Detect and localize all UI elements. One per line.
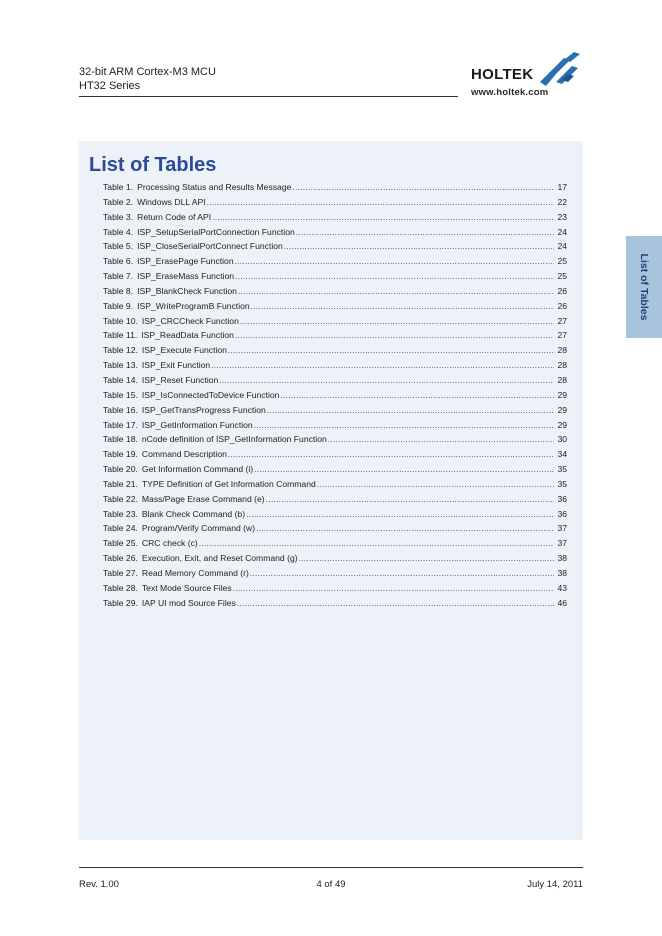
toc-entry[interactable] (103, 271, 567, 286)
toc-leader-dots (237, 598, 554, 608)
toc-leader-dots (235, 256, 554, 266)
toc-leader-dots (317, 479, 554, 489)
toc-entry-page: 27 (557, 315, 567, 326)
toc-entry-page: 43 (557, 582, 567, 593)
toc-entry-page: 27 (557, 330, 567, 341)
toc-entry-page: 35 (557, 464, 567, 475)
toc-entry-page: 24 (557, 241, 567, 252)
toc-leader-dots (296, 227, 554, 237)
side-tab-label: List of Tables (638, 253, 650, 321)
toc-entry-page: 36 (557, 508, 567, 519)
toc-leader-dots (251, 301, 554, 311)
toc-leader-dots (254, 420, 554, 430)
toc-leader-dots (299, 553, 554, 563)
toc-entry-number: Table 27. (103, 567, 138, 578)
toc-entry[interactable] (103, 449, 567, 464)
section-side-tab[interactable] (626, 236, 662, 338)
toc-entry-number: Table 17. (103, 419, 138, 430)
holtek-logo (468, 52, 583, 100)
toc-entry-number: Table 19. (103, 449, 138, 460)
toc-entry-number: Table 1. (103, 182, 134, 192)
toc-entry-title: Execution, Exit, and Reset Command (g) (141, 553, 298, 564)
toc-leader-dots (328, 434, 554, 444)
toc-entry[interactable] (103, 553, 567, 568)
toc-entry-number: Table 4. (103, 226, 134, 237)
toc-leader-dots (266, 494, 554, 504)
toc-entry-title: ISP_CRCCheck Function (141, 315, 239, 326)
logo-wordmark: HOLTEK (471, 66, 534, 83)
toc-entry[interactable] (103, 405, 567, 420)
toc-entry-title: nCode definition of ISP_GetInformation Function (141, 434, 327, 445)
toc-leader-dots (199, 538, 554, 548)
toc-entry[interactable] (103, 301, 567, 316)
toc-leader-dots (211, 360, 554, 370)
toc-entry-page: 29 (557, 419, 567, 430)
toc-entry-title: ISP_BlankCheck Function (137, 285, 237, 296)
toc-entry[interactable] (103, 316, 567, 331)
toc-entry[interactable] (103, 212, 567, 227)
toc-entry[interactable] (103, 538, 567, 553)
toc-entry-page: 37 (557, 538, 567, 549)
toc-entry-page: 25 (557, 256, 567, 267)
toc-entry[interactable] (103, 286, 567, 301)
toc-entry-page: 24 (557, 226, 567, 237)
toc-entry-page: 17 (557, 182, 567, 192)
toc-entry-page: 26 (557, 285, 567, 296)
toc-entry-title: Read Memory Command (r) (141, 567, 249, 578)
toc-leader-dots (246, 509, 554, 519)
toc-leader-dots (235, 271, 554, 281)
toc-entry[interactable] (103, 241, 567, 256)
toc-leader-dots (240, 316, 554, 326)
toc-entry[interactable] (103, 360, 567, 375)
toc-entry-title: ISP_GetTransProgress Function (141, 404, 266, 415)
toc-entry-page: 35 (557, 478, 567, 489)
toc-leader-dots (228, 449, 554, 459)
toc-entry-title: ISP_Reset Function (141, 374, 219, 385)
toc-entry-page: 36 (557, 493, 567, 504)
list-of-tables-panel (79, 141, 583, 840)
toc-entry-number: Table 12. (103, 345, 138, 356)
toc-entry-title: Mass/Page Erase Command (e) (141, 493, 265, 504)
toc-entry-number: Table 18. (103, 434, 138, 445)
toc-entry-number: Table 10. (103, 315, 138, 326)
toc-entry-title: ISP_Exit Function (141, 360, 211, 371)
toc-leader-dots (254, 464, 554, 474)
toc-entry[interactable] (103, 375, 567, 390)
toc-entry-number: Table 13. (103, 360, 138, 371)
toc-leader-dots (207, 197, 554, 207)
header-series: HT32 Series (79, 80, 141, 92)
toc-leader-dots (250, 568, 554, 578)
toc-entry-page: 38 (557, 553, 567, 564)
toc-entry-title: Blank Check Command (b) (141, 508, 246, 519)
toc-entry-page: 37 (557, 523, 567, 534)
holtek-h-icon (534, 52, 582, 90)
logo-url: www.holtek.com (471, 87, 549, 98)
toc-entry-number: Table 23. (103, 508, 138, 519)
toc-entry-title: Text Mode Source Files (141, 582, 232, 593)
toc-leader-dots (267, 405, 554, 415)
toc-entry-number: Table 14. (103, 374, 138, 385)
header-product-line: 32-bit ARM Cortex-M3 MCU (79, 66, 216, 78)
toc-entry[interactable] (103, 598, 567, 613)
toc-leader-dots (256, 523, 554, 533)
toc-leader-dots (212, 212, 554, 222)
toc-entry-number: Table 21. (103, 478, 138, 489)
toc-entry-title: ISP_ErasePage Function (137, 256, 234, 267)
toc-entry[interactable] (103, 494, 567, 509)
toc-entry[interactable] (103, 568, 567, 583)
toc-entry-number: Table 11. (103, 330, 138, 341)
toc-entry-number: Table 25. (103, 538, 138, 549)
toc-entry[interactable] (103, 479, 567, 494)
toc-entry-number: Table 9. (103, 300, 134, 311)
footer-page-number: 4 of 49 (316, 879, 346, 890)
toc-entry-title: Processing Status and Results Message (137, 182, 292, 192)
toc-entry-number: Table 28. (103, 582, 138, 593)
toc-entry-title: ISP_WriteProgramB Function (137, 300, 250, 311)
toc-entry-number: Table 8. (103, 285, 134, 296)
toc-entry-page: 25 (557, 271, 567, 282)
toc-entry-title: ISP_EraseMass Function (137, 271, 235, 282)
toc-entry-title: ISP_IsConnectedToDevice Function (141, 389, 280, 400)
toc-entry-number: Table 2. (103, 196, 134, 207)
toc-entry-page: 26 (557, 300, 567, 311)
toc-entry-number: Table 7. (103, 271, 134, 282)
footer-date: July 14, 2011 (527, 879, 583, 890)
toc-entry[interactable] (103, 182, 567, 197)
toc-entry[interactable] (103, 227, 567, 242)
toc-entry-title: TYPE Definition of Get Information Command (141, 478, 316, 489)
toc-leader-dots (238, 286, 554, 296)
toc-entry[interactable] (103, 420, 567, 435)
toc-entry-number: Table 3. (103, 211, 134, 222)
toc-entry-title: Get Information Command (i) (141, 464, 254, 475)
toc-leader-dots (284, 241, 554, 251)
toc-entry-number: Table 29. (103, 597, 138, 608)
toc-entry[interactable] (103, 523, 567, 538)
toc-entry-page: 22 (557, 196, 567, 207)
toc-entry-title: ISP_GetInformation Function (141, 419, 253, 430)
toc-entry-page: 23 (557, 211, 567, 222)
toc-entry-page: 28 (557, 374, 567, 385)
toc-entry-page: 29 (557, 389, 567, 400)
toc-leader-dots (292, 182, 554, 192)
page-title: List of Tables (89, 154, 217, 176)
toc-entry[interactable] (103, 197, 567, 212)
toc-leader-dots (235, 330, 554, 340)
footer-divider (79, 867, 583, 868)
toc-entry[interactable] (103, 464, 567, 479)
toc-entry-title: Windows DLL API (137, 196, 206, 207)
toc-entry-number: Table 16. (103, 404, 138, 415)
toc-entry-title: CRC check (c) (141, 538, 198, 549)
toc-entry[interactable] (103, 345, 567, 360)
toc-entry-page: 46 (557, 597, 567, 608)
toc-entry-title: Command Description (141, 449, 227, 460)
toc-entry-number: Table 6. (103, 256, 134, 267)
toc-entry-number: Table 5. (103, 241, 134, 252)
toc-entry[interactable] (103, 256, 567, 271)
toc-entry-title: ISP_ReadData Function (141, 330, 234, 341)
table-of-contents (103, 182, 567, 612)
toc-entry-page: 30 (557, 434, 567, 445)
toc-entry-title: ISP_SetupSerialPortConnection Function (137, 226, 295, 237)
toc-entry[interactable] (103, 509, 567, 524)
toc-leader-dots (228, 345, 554, 355)
toc-entry-number: Table 22. (103, 493, 138, 504)
toc-entry-page: 38 (557, 567, 567, 578)
toc-entry-number: Table 20. (103, 464, 138, 475)
footer-revision: Rev. 1.00 (79, 879, 119, 890)
toc-leader-dots (280, 390, 554, 400)
header-divider (79, 96, 458, 97)
toc-entry-page: 29 (557, 404, 567, 415)
toc-leader-dots (219, 375, 554, 385)
toc-entry-title: ISP_CloseSerialPortConnect Function (137, 241, 283, 252)
toc-entry-number: Table 26. (103, 553, 138, 564)
toc-entry-number: Table 15. (103, 389, 138, 400)
toc-entry[interactable] (103, 330, 567, 345)
toc-entry[interactable] (103, 583, 567, 598)
toc-entry-page: 34 (557, 449, 567, 460)
toc-entry-page: 28 (557, 345, 567, 356)
toc-entry-page: 28 (557, 360, 567, 371)
toc-entry[interactable] (103, 434, 567, 449)
toc-leader-dots (233, 583, 554, 593)
toc-entry-title: Return Code of API (137, 211, 212, 222)
toc-entry-title: Program/Verify Command (w) (141, 523, 256, 534)
toc-entry-title: IAP UI mod Source Files (141, 597, 236, 608)
toc-entry-number: Table 24. (103, 523, 138, 534)
toc-entry-title: ISP_Execute Function (141, 345, 227, 356)
toc-entry[interactable] (103, 390, 567, 405)
